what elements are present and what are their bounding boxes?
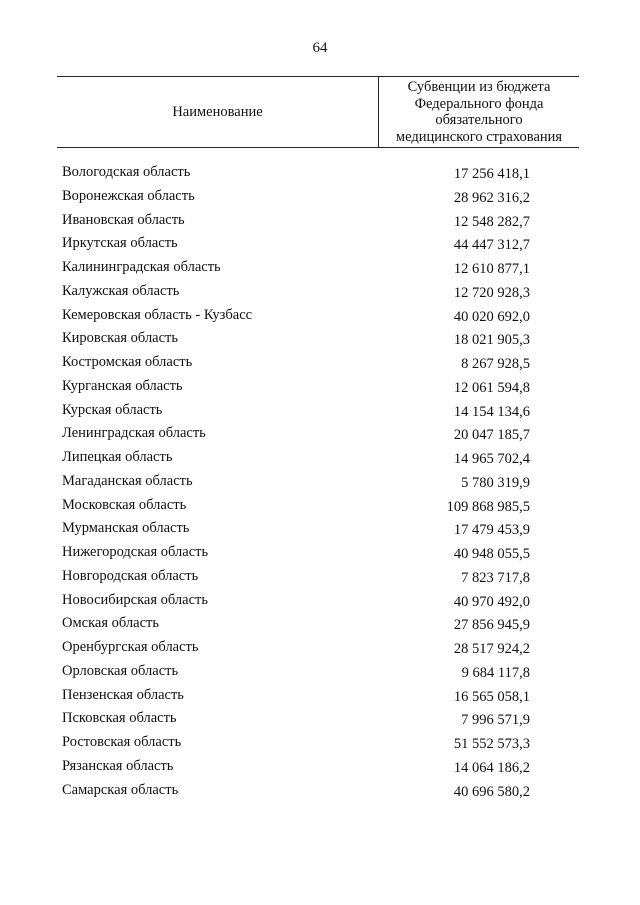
table-row xyxy=(0,307,640,331)
table-row xyxy=(0,330,640,354)
region-name: Кемеровская область - Кузбасс xyxy=(62,306,253,323)
table-row xyxy=(0,473,640,497)
table-row xyxy=(0,568,640,592)
subsidy-value: 28 962 316,2 xyxy=(453,189,530,206)
table-row xyxy=(0,235,640,259)
table-row xyxy=(0,164,640,188)
subsidy-value: 8 267 928,5 xyxy=(461,356,530,372)
region-name: Курганская область xyxy=(62,377,183,394)
subsidy-value: 12 548 282,7 xyxy=(453,213,530,230)
table-row xyxy=(0,520,640,544)
region-name: Рязанская область xyxy=(62,757,174,774)
table-row xyxy=(0,687,640,711)
region-name: Ростовская область xyxy=(62,734,182,750)
table-row xyxy=(0,758,640,782)
table-row xyxy=(0,497,640,521)
region-name: Оренбургская область xyxy=(62,639,199,655)
subsidy-value: 44 447 312,7 xyxy=(453,237,530,254)
region-name: Новгородская область xyxy=(62,567,199,584)
table-row xyxy=(0,639,640,663)
subsidy-value: 12 720 928,3 xyxy=(453,284,530,301)
header-name-column: Наименование xyxy=(172,103,263,120)
region-name: Магаданская область xyxy=(62,472,193,489)
region-name: Калужская область xyxy=(62,282,180,299)
subsidy-value: 40 970 492,0 xyxy=(453,593,530,610)
region-name: Воронежская область xyxy=(62,187,195,204)
region-name: Костромская область xyxy=(62,354,193,370)
subsidy-value: 14 154 134,6 xyxy=(453,403,530,420)
subsidy-value: 40 020 692,0 xyxy=(453,308,530,325)
subsidy-value: 7 823 717,8 xyxy=(461,569,530,586)
subsidy-value: 17 479 453,9 xyxy=(453,522,530,539)
subsidy-value: 27 856 945,9 xyxy=(453,617,530,634)
region-name: Калининградская область xyxy=(62,259,221,275)
table-row xyxy=(0,212,640,236)
region-name: Липецкая область xyxy=(62,449,173,465)
subsidy-value: 51 552 573,3 xyxy=(453,736,530,752)
table-row xyxy=(0,710,640,734)
table-row xyxy=(0,188,640,212)
table-header xyxy=(57,76,579,148)
region-name: Мурманская область xyxy=(62,520,190,537)
subsidy-value: 14 064 186,2 xyxy=(453,759,530,776)
region-name: Нижегородская область xyxy=(62,544,209,560)
table-row xyxy=(0,402,640,426)
header-value-line: Субвенции из бюджета xyxy=(407,79,551,95)
table-row xyxy=(0,378,640,402)
region-name: Московская область xyxy=(62,496,187,513)
region-name: Кировская область xyxy=(62,330,179,347)
subsidy-value: 12 061 594,8 xyxy=(453,379,530,396)
table-row xyxy=(0,734,640,758)
page-number: 64 xyxy=(312,40,328,56)
table-row xyxy=(0,283,640,307)
subsidy-value: 12 610 877,1 xyxy=(453,261,530,277)
region-name: Ивановская область xyxy=(62,211,185,228)
subsidy-value: 109 868 985,5 xyxy=(446,498,530,515)
header-value-column xyxy=(379,79,579,145)
table-row xyxy=(0,592,640,616)
region-name: Самарская область xyxy=(62,781,179,798)
subsidy-value: 16 565 058,1 xyxy=(453,688,530,705)
table-row xyxy=(0,449,640,473)
subsidy-value: 18 021 905,3 xyxy=(453,332,530,349)
subsidy-value: 17 256 418,1 xyxy=(453,166,530,182)
region-name: Псковская область xyxy=(62,710,177,727)
header-value-line: медицинского страхования xyxy=(395,128,563,145)
table-row xyxy=(0,354,640,378)
region-name: Новосибирская область xyxy=(62,591,208,608)
subsidy-value: 40 696 580,2 xyxy=(453,783,530,800)
header-value-line: Федерального фонда xyxy=(414,95,544,112)
region-name: Орловская область xyxy=(62,662,179,679)
region-name: Иркутская область xyxy=(62,235,178,252)
table-row xyxy=(0,259,640,283)
header-value-line: обязательного xyxy=(435,112,523,128)
table-row xyxy=(0,544,640,568)
region-name: Вологодская область xyxy=(62,164,191,180)
subsidy-value: 28 517 924,2 xyxy=(453,641,530,657)
subsidy-value: 9 684 117,8 xyxy=(461,664,530,681)
subsidy-value: 40 948 055,5 xyxy=(453,546,530,562)
region-name: Пензенская область xyxy=(62,686,184,703)
subsidy-value: 5 780 319,9 xyxy=(461,474,530,491)
subsidy-value: 7 996 571,9 xyxy=(461,712,530,729)
region-name: Омская область xyxy=(62,615,159,632)
table-body xyxy=(0,164,640,805)
table-row xyxy=(0,782,640,806)
table-row xyxy=(0,425,640,449)
table-row xyxy=(0,615,640,639)
region-name: Ленинградская область xyxy=(62,425,206,442)
subsidy-value: 20 047 185,7 xyxy=(453,427,530,444)
table-row xyxy=(0,663,640,687)
region-name: Курская область xyxy=(62,401,163,418)
subsidy-value: 14 965 702,4 xyxy=(453,451,530,467)
